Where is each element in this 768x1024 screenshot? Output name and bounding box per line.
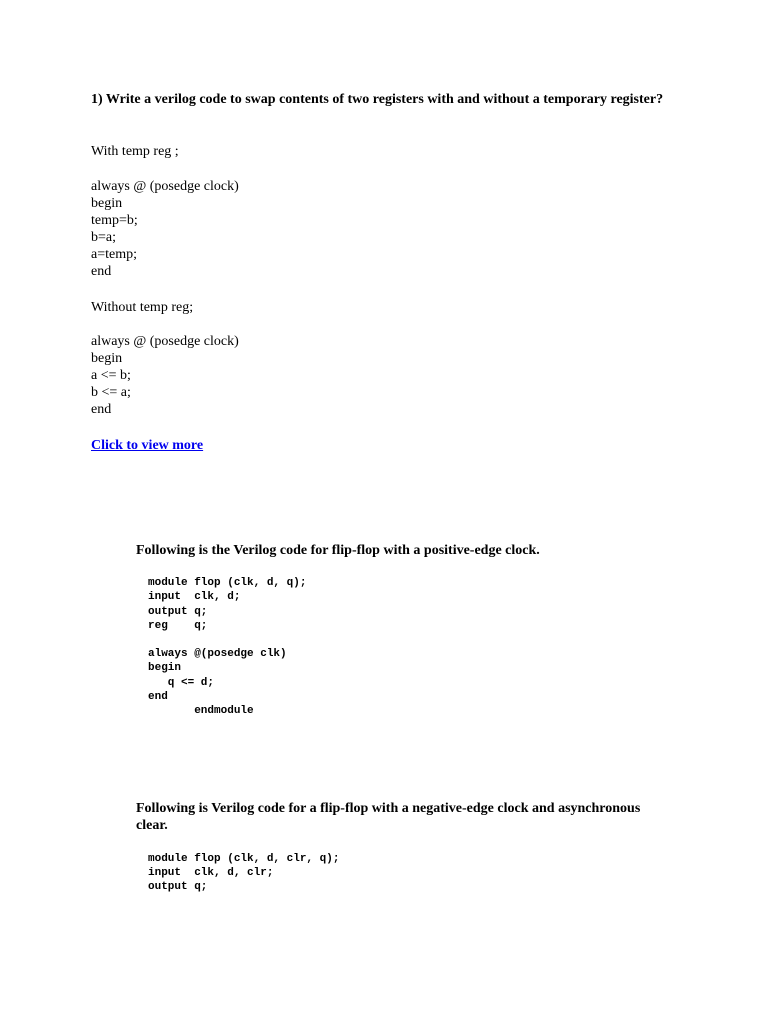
without-temp-label: Without temp reg; — [91, 300, 194, 315]
code-line: temp=b; — [91, 213, 138, 228]
question-title: 1) Write a verilog code to swap contents of two registers with and without a temporary register? — [91, 92, 664, 107]
code-line: a <= b; — [91, 368, 131, 383]
code-line: always @ (posedge clock) — [91, 179, 239, 194]
code-line: end — [148, 691, 168, 703]
code-line: output q; — [148, 606, 208, 618]
code-line: end — [91, 402, 112, 417]
code-line: module flop (clk, d, q); — [148, 577, 307, 589]
negative-edge-heading: Following is Verilog code for a flip-flop with a negative-edge clock and asynchronous clear. — [136, 801, 641, 833]
code-line: b=a; — [91, 230, 116, 245]
code-line: output q; — [148, 881, 208, 893]
positive-edge-heading: Following is the Verilog code for flip-flop with a positive-edge clock. — [136, 543, 540, 558]
code-line: endmodule — [148, 705, 254, 717]
code-line: module flop (clk, d, clr, q); — [148, 853, 340, 865]
code-line: always @(posedge clk) — [148, 648, 287, 660]
code-line: input clk, d; — [148, 591, 241, 603]
code-line: b <= a; — [91, 385, 131, 400]
code-line: begin — [148, 662, 182, 674]
code-line: end — [91, 264, 112, 279]
view-more-link[interactable]: Click to view more — [91, 438, 204, 453]
code-line: begin — [91, 351, 123, 366]
code-line: q <= d; — [148, 677, 215, 689]
code-line: begin — [91, 196, 123, 211]
code-line: reg q; — [148, 620, 208, 632]
code-line: input clk, d, clr; — [148, 867, 274, 879]
code-line: a=temp; — [91, 247, 137, 262]
with-temp-label: With temp reg ; — [91, 144, 179, 159]
code-line: always @ (posedge clock) — [91, 334, 239, 349]
